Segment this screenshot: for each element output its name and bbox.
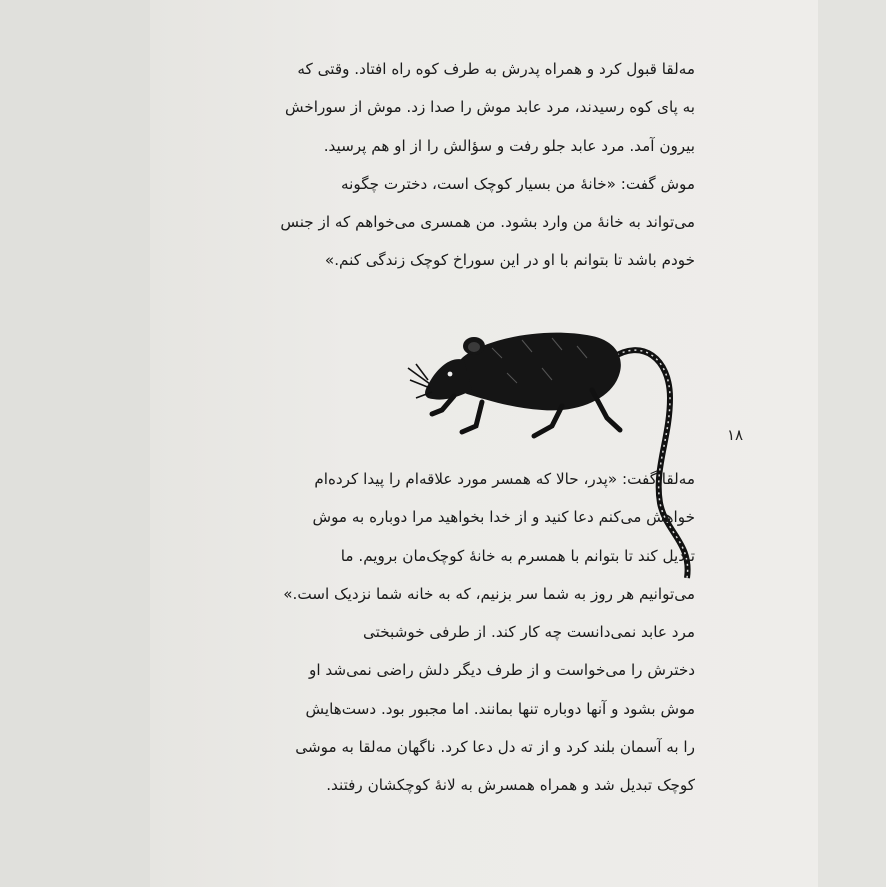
- text-line: موش بشود و آنها دوباره تنها بمانند. اما مجبور بود. دست‌هایش: [305, 699, 695, 718]
- text-line: مرد عابد نمی‌دانست چه کار کند. از طرفی خوشبختی: [363, 623, 695, 642]
- text-line: تبدیل کند تا بتوانم با همسرم به خانهٔ کوچک‌مان برویم. ما: [340, 546, 695, 565]
- text-block-bottom: [175, 460, 695, 805]
- right-margin: [818, 0, 886, 887]
- text-line: بیرون آمد. مرد عابد جلو رفت و سؤالش را از او هم پرسید.: [323, 136, 695, 155]
- text-line: می‌توانیم هر روز به شما سر بزنیم، که به خانه شما نزدیک است.»: [283, 584, 695, 603]
- text-line: کوچک تبدیل شد و همراه همسرش به لانهٔ کوچکشان رفتند.: [326, 776, 695, 795]
- text-line: را به آسمان بلند کرد و از ته دل دعا کرد. ناگهان مه‌لقا به موشی: [295, 738, 695, 757]
- page-number: ۱۸: [726, 426, 744, 444]
- text-line: خودم باشد تا بتوانم با او در این سوراخ کوچک زندگی کنم.»: [324, 251, 695, 270]
- paragraph: [175, 613, 695, 804]
- paragraph: [175, 460, 695, 613]
- text-line: دخترش را می‌خواست و از طرف دیگر دلش راضی نمی‌شد او: [308, 661, 695, 680]
- paragraph: [175, 165, 695, 280]
- text-line: می‌تواند به خانهٔ من وارد بشود. من همسری می‌خواهم که از جنس: [280, 213, 695, 232]
- text-block-top: [175, 50, 695, 280]
- text-line: موش گفت: «خانهٔ من بسیار کوچک است، دختر‌ت چگونه: [341, 174, 695, 193]
- paragraph: [175, 50, 695, 165]
- text-line: به پای کوه رسیدند، مرد عابد موش را صدا زد. موش از سوراخش: [285, 98, 695, 117]
- text-line: خواهش می‌کنم دعا کنید و از خدا بخواهید مرا دوباره به موش: [312, 508, 695, 527]
- text-line: مه‌لقا قبول کرد و همراه پدرش به طرف کوه راه افتاد. وقتی که: [297, 60, 695, 78]
- text-line: مه‌لقا گفت: «پدر، حالا که همسر مورد علاقه‌ام را پیدا کرده‌ام: [314, 470, 695, 488]
- left-margin: [0, 0, 150, 887]
